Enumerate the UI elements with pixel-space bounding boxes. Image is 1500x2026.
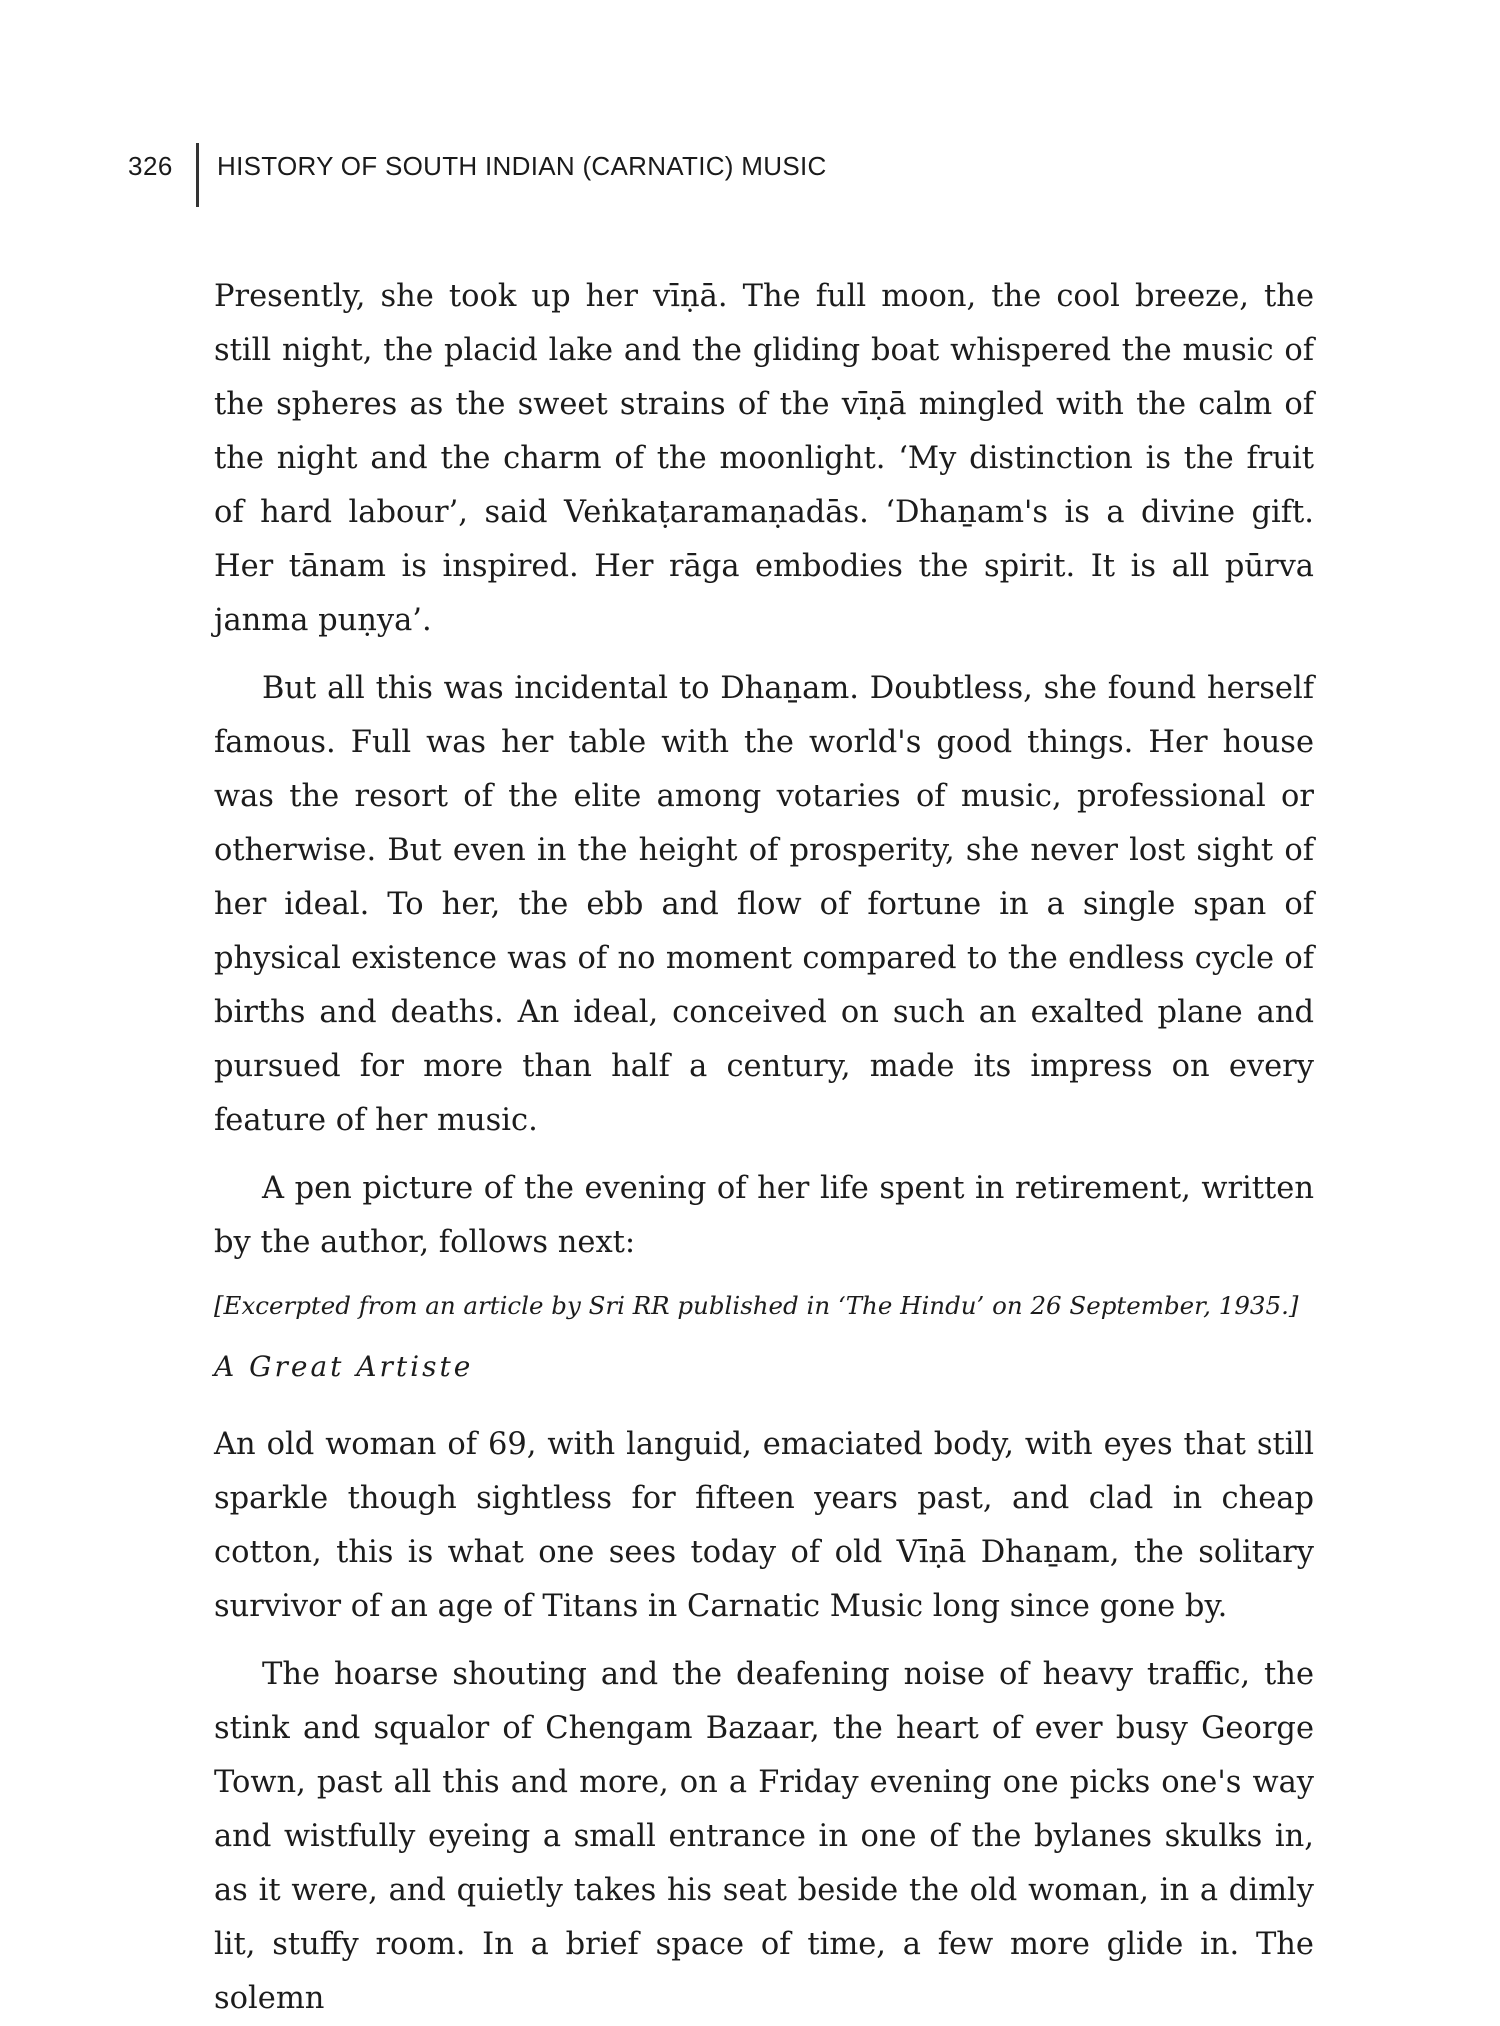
running-title: HISTORY OF SOUTH INDIAN (CARNATIC) MUSIC <box>217 151 827 181</box>
page-number: 326 <box>128 151 173 181</box>
paragraph-4: An old woman of 69, with languid, emaciated body, with eyes that still sparkle though sightless for fifteen years past, and clad in cheap cotton, this is what one sees today of old Vīṇā Dhaṉam, the solitary survivor of an age of Titans in Carnatic Music long since gone by. <box>214 1427 1314 1624</box>
paragraph-3: A pen picture of the evening of her life spent in retirement, written by the author, follows next: <box>214 1171 1314 1260</box>
section-heading: A Great Artiste <box>214 1350 474 1383</box>
paragraph-2: But all this was incidental to Dhaṉam. Doubtless, she found herself famous. Full was her table with the world's good things. Her house was the resort of the elite among votaries of music, professional or otherwise. But even in the height of prosperity, she never lost sight of her ideal. To her, the ebb and flow of fortune in a single span of physical existence was of no moment compared to the endless cycle of births and deaths. An ideal, conceived on such an exalted plane and pursued for more than half a century, made its impress on every feature of her music. <box>214 671 1314 1138</box>
header-divider <box>196 143 199 207</box>
excerpt-note: [Excerpted from an article by Sri RR published in ‘The Hindu’ on 26 September, 1935.] <box>214 1291 1299 1320</box>
body-text <box>214 270 1314 2026</box>
paragraph-1: Presently, she took up her vīṇā. The full moon, the cool breeze, the still night, the placid lake and the gliding boat whispered the music of the spheres as the sweet strains of the vīṇā mingled with the calm of the night and the charm of the moonlight. ‘My distinction is the fruit of hard labour’, said Veṅkaṭaramaṇadās. ‘Dhaṉam's is a divine gift. Her tānam is inspired. Her rāga embodies the spirit. It is all pūrva janma puṇya’. <box>214 279 1314 638</box>
paragraph-5: The hoarse shouting and the deafening noise of heavy traffic, the stink and squalor of Chengam Bazaar, the heart of ever busy George Town, past all this and more, on a Friday evening one picks one's way and wistfully eyeing a small entrance in one of the bylanes skulks in, as it were, and quietly takes his seat beside the old woman, in a dimly lit, stuffy room. In a brief space of time, a few more glide in. The solemn <box>214 1657 1314 2016</box>
